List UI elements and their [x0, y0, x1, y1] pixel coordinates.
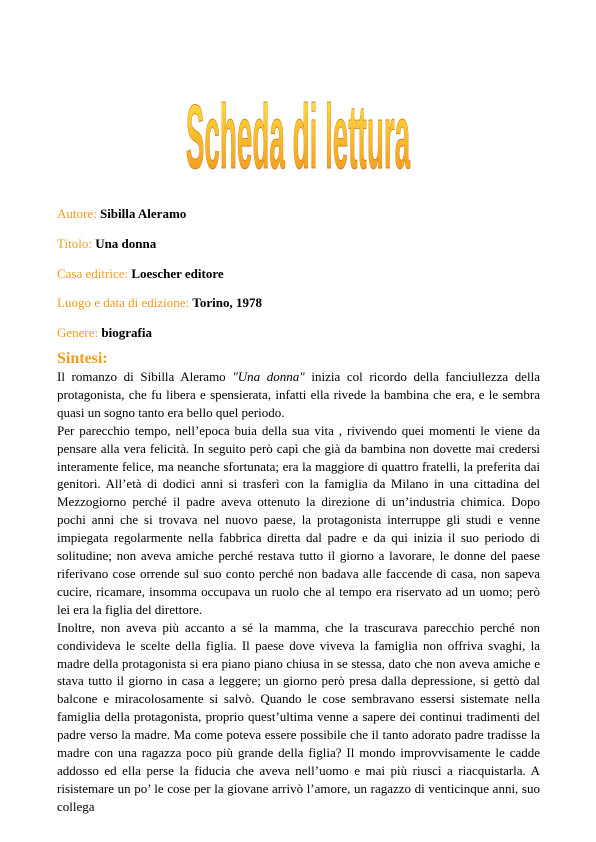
field-label: Luogo e data di edizione: — [57, 295, 190, 310]
field-label: Casa editrice: — [57, 266, 129, 281]
field-titolo — [57, 236, 156, 251]
field-value: Loescher editore — [131, 266, 224, 281]
field-label: Autore: — [57, 206, 97, 221]
field-luogo-data — [57, 295, 262, 310]
field-casa-editrice — [57, 266, 224, 281]
title-wordart — [0, 74, 596, 174]
field-value: Una donna — [95, 236, 157, 251]
sintesi-paragraph-2: Per parecchio tempo, nell’epoca buia della sua vita , rivivendo quei momenti le viene da pensare alla vera felicità. In seguito però capì che già da bambina non dovette mai credersi interamente felice, ma neanche sfortunata; era la maggiore di quattro fratelli, la preferita dai genitori. All’età di dodici anni si trasferì con la famiglia da Milano in una cittadina del Mezzogiorno perché il padre aveva ottenuto la direzione di un’industria chimica. Dopo pochi anni che si trovava nel nuovo paese, la protagonista interruppe gli studi e venne impiegata regolarmente nella fabbrica diretta dal padre e da qui inizia il suo periodo di solitudine; non aveva amiche perché restava tutto il giorno a lavorare, le donne del paese riferivano cose orrende sul suo conto perché non badava alle faccende di casa, non sapeva cucire, ricamare, insomma occupava un ruolo che al tempo era riservato ad un uomo; però lei era la figlia del direttore. — [57, 422, 540, 617]
field-value: Sibilla Aleramo — [99, 206, 187, 221]
sintesi-text: Il romanzo di Sibilla Aleramo — [57, 369, 233, 384]
field-genere — [57, 325, 152, 340]
field-value: Torino, 1978 — [192, 295, 262, 310]
field-label: Titolo: — [57, 236, 92, 251]
sintesi-paragraph-3: Inoltre, non aveva più accanto a sé la mamma, che la trascurava parecchio perché non condivideva le scelte della figlia. Il paese dove viveva la famiglia non offriva svaghi, la madre della protagonista si era piano piano chiusa in se stessa, dato che non aveva amiche e stava tutto il giorno in casa a leggere; un giorno però presa dalla depressione, si gettò dal balcone e miracolosamente si salvò. Quando le cose sembravano essersi sistemate nella famiglia della protagonista, proprio quest’ultima venne a sapere dei continui tradimenti del padre verso la madre. Ma come poteva essere possibile che il tanto adorato padre tradisse la madre con una ragazza poco più grande della figlia? Il mondo improvvisamente le cadde addosso ed ella perse la fiducia che aveva nell’uomo e mai più riuscì a riacquistarla. A risistemare un po’ le cose per la giovane arrivò l’amore, un ragazzo di venticinque anni, suo collega — [57, 619, 540, 814]
field-label: Genere: — [57, 325, 99, 340]
field-value: biografia — [101, 325, 152, 340]
field-autore — [57, 206, 186, 221]
book-title-italic: "Una donna" — [232, 369, 305, 384]
sintesi-text: inizia col ricordo della fanciullezza della protagonista, che fu libera e spensierata, infatti ella rivede la bambina che era, e le sembra quasi un sogno tanto era bello quel periodo. — [57, 369, 541, 420]
sintesi-body — [57, 368, 540, 816]
title-text: Scheda di lettura — [185, 86, 411, 174]
sintesi-heading: Sintesi: — [57, 350, 108, 367]
sintesi-paragraph-1 — [57, 368, 540, 422]
